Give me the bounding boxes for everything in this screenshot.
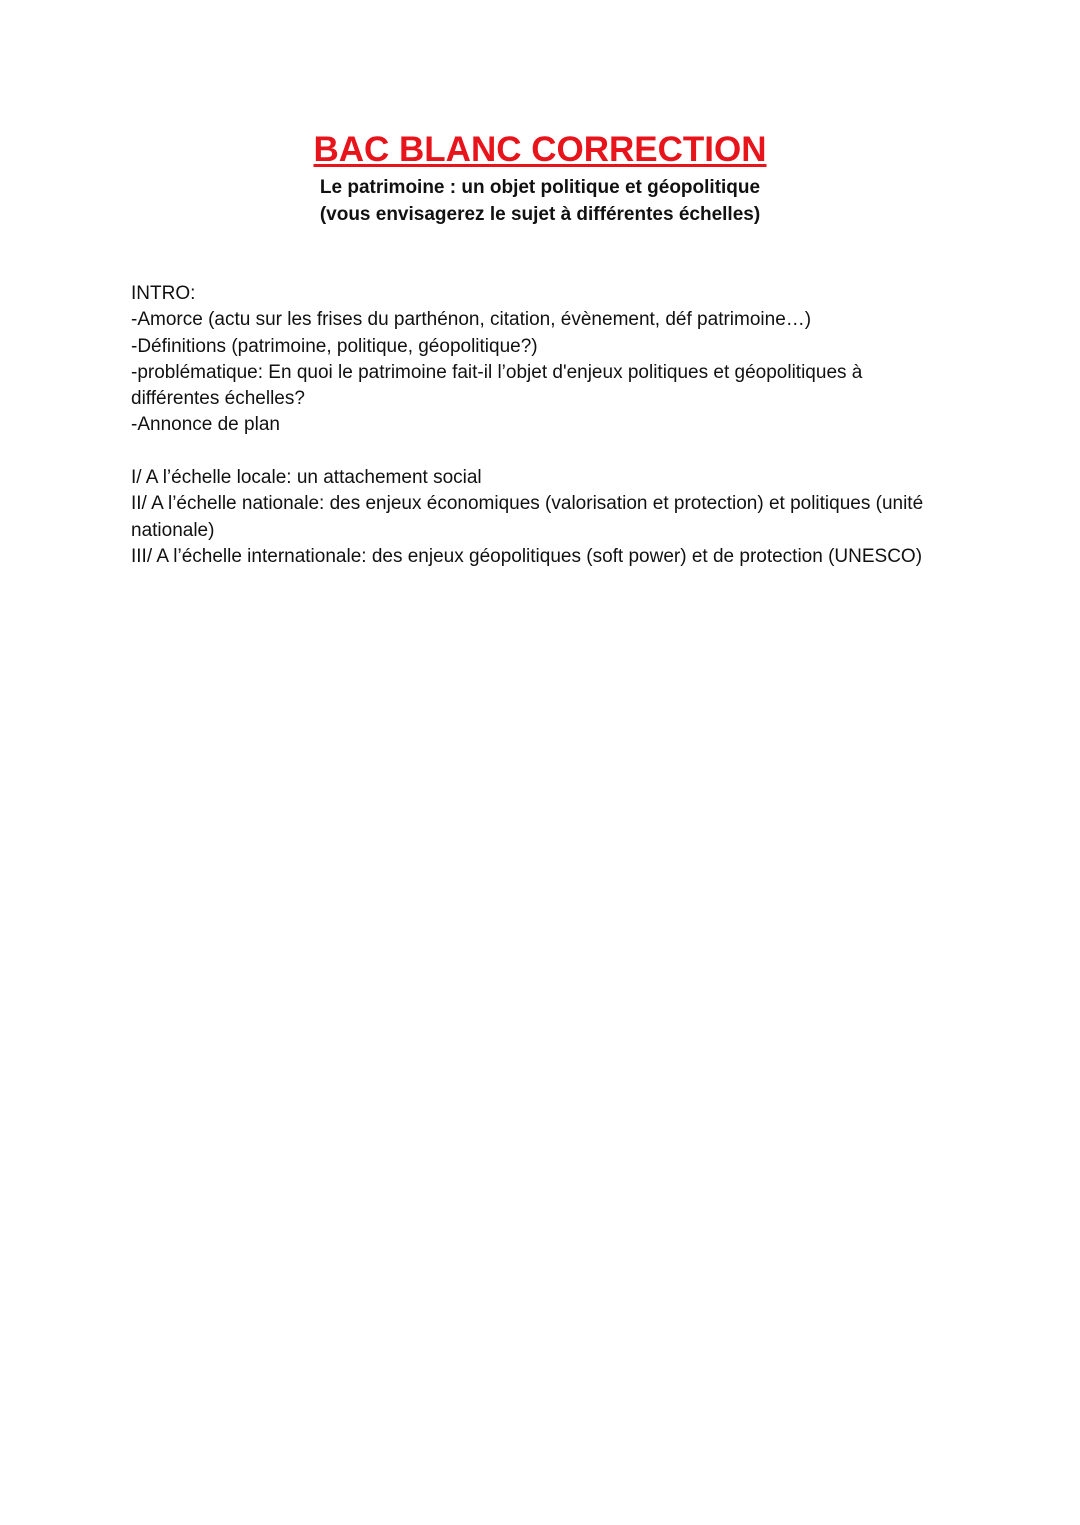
plan-item-part-2: II/ A l’échelle nationale: des enjeux économiques (valorisation et protection) et politiques (unité nationale) xyxy=(131,493,924,541)
section-spacer xyxy=(131,439,931,465)
plan-item-part-3: III/ A l’échelle internationale: des enjeux géopolitiques (soft power) et de protection (UNESCO) xyxy=(131,545,923,567)
intro-item-amorce: -Amorce (actu sur les frises du parthénon, citation, évènement, déf patrimoine…) xyxy=(131,309,812,331)
intro-heading: INTRO: xyxy=(131,283,196,304)
plan-item-part-1: I/ A l’échelle locale: un attachement social xyxy=(131,467,482,489)
document-subtitle-line-1: Le patrimoine : un objet politique et géopolitique xyxy=(319,177,761,198)
plan-section xyxy=(131,465,931,570)
intro-item-annonce: -Annonce de plan xyxy=(131,414,280,436)
document-body xyxy=(131,281,931,570)
document-header xyxy=(0,128,1080,228)
document-title: BAC BLANC CORRECTION xyxy=(313,130,767,169)
intro-item-definitions: -Définitions (patrimoine, politique, géopolitique?) xyxy=(131,335,538,357)
intro-section xyxy=(131,281,931,439)
document-subtitle-line-2: (vous envisagerez le sujet à différentes échelles) xyxy=(319,204,761,225)
intro-item-problematique: -problématique: En quoi le patrimoine fait-il l’objet d'enjeux politiques et géopolitiques à différentes échelles? xyxy=(131,361,863,410)
